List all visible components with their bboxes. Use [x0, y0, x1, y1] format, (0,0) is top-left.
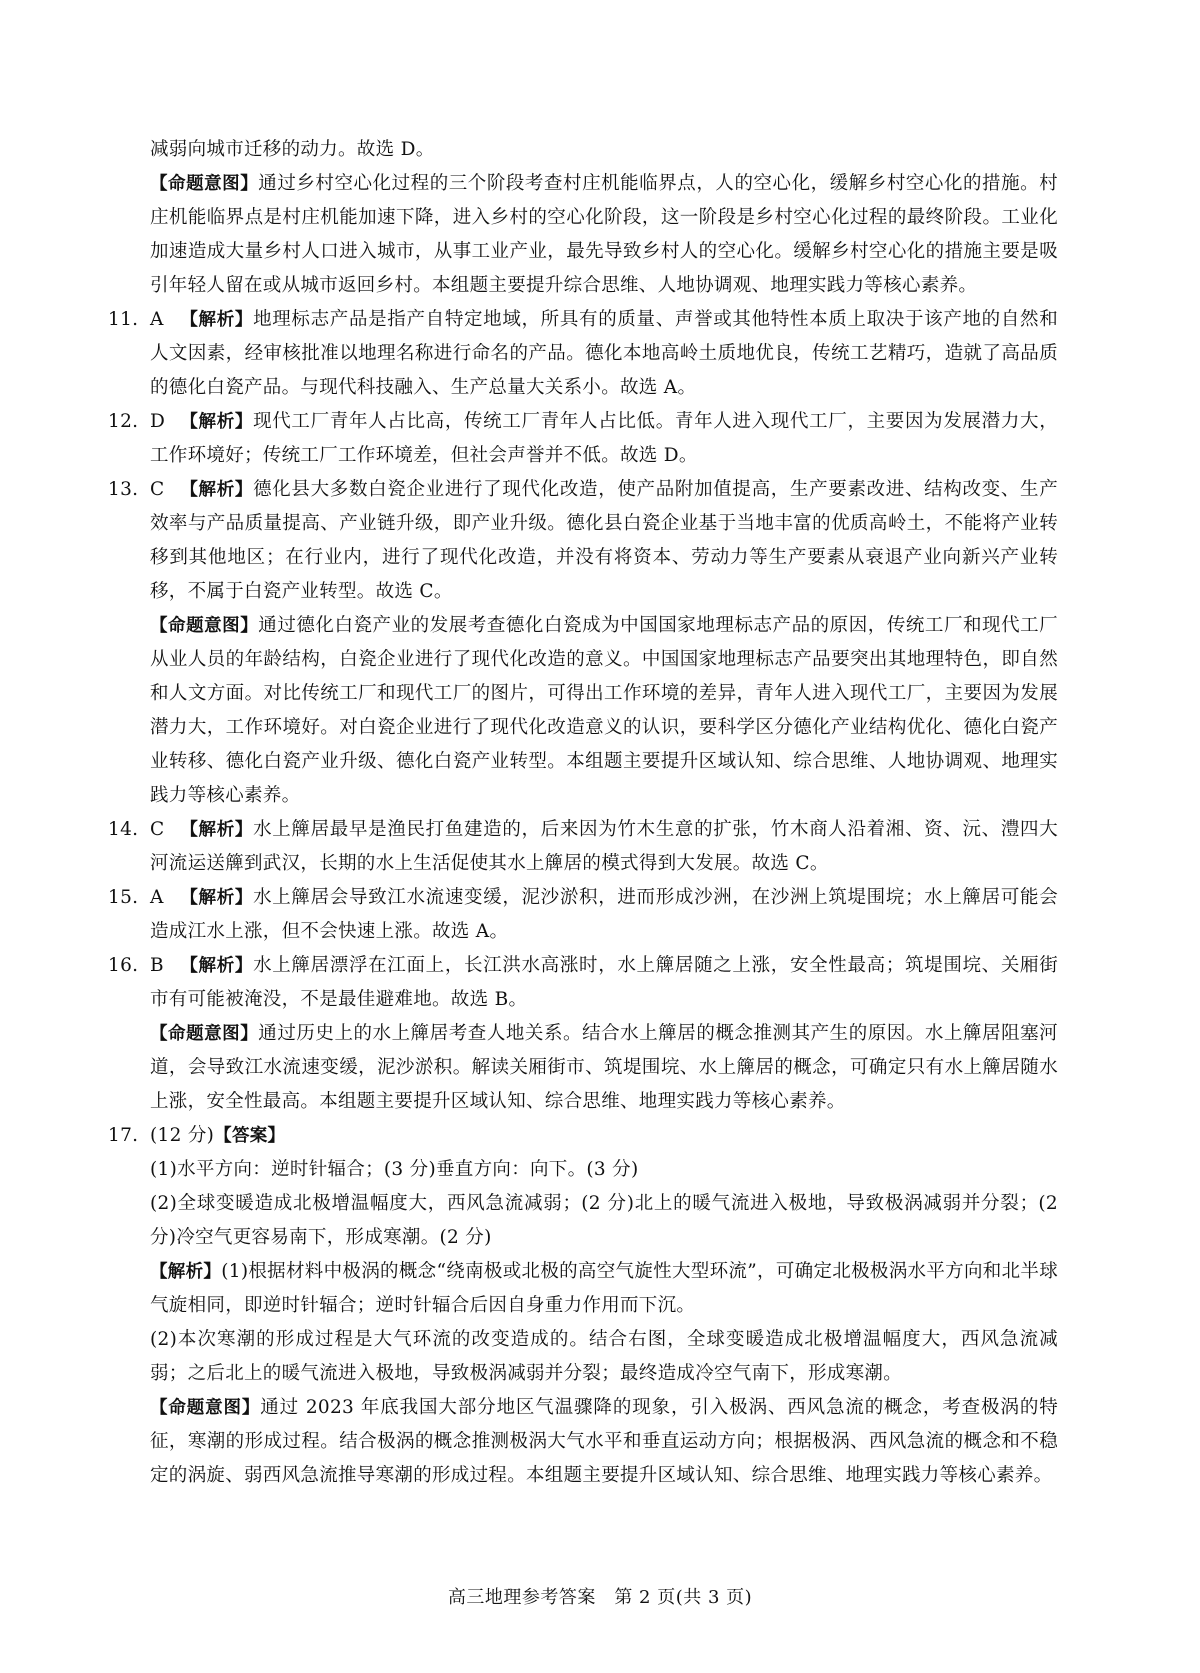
analysis-text: 水上簰居会导致江水流速变缓，泥沙淤积，进而形成沙洲，在沙洲上筑堤围垸；水上簰居可能会造成江水上涨，但不会快速上涨。故选 A。 — [150, 887, 1059, 942]
intent-paragraph-1 — [150, 167, 1058, 303]
item-answer: B — [150, 955, 164, 976]
item-number: 16. — [108, 955, 139, 976]
intent-paragraph-2 — [150, 609, 1058, 813]
item-number: 15. — [108, 887, 139, 908]
analysis-tag: 【解析】 — [180, 956, 254, 976]
item-number: 14. — [108, 819, 139, 840]
analysis-tag: 【解析】 — [150, 1262, 222, 1282]
item-answer: C — [150, 479, 165, 500]
item-number: 17. — [108, 1125, 139, 1146]
item-number: 13. — [108, 479, 139, 500]
analysis-text: 地理标志产品是指产自特定地域，所具有的质量、声誉或其他特性本质上取决于该产地的自然和人文因素，经审核批准以地理名称进行命名的产品。德化本地高岭土质地优良，传统工艺精巧，造就了高品质的德化白瓷产品。与现代科技融入、生产总量大关系小。故选 A。 — [150, 309, 1059, 398]
answer-item-13 — [108, 473, 1059, 609]
answer-item-11 — [108, 303, 1059, 405]
analysis-part-2: (2)本次寒潮的形成过程是大气环流的改变造成的。结合右图，全球变暖造成北极增温幅度大，西风急流减弱；之后北上的暖气流进入极地，导致极涡减弱并分裂；最终造成冷空气南下，形成寒潮。 — [150, 1329, 1058, 1384]
answer-item-14 — [108, 813, 1059, 881]
answer-item-12 — [108, 405, 1059, 473]
page-footer: 高三地理参考答案 第 2 页(共 3 页) — [447, 1587, 753, 1608]
item-answer: C — [150, 819, 165, 840]
intent-tag: 【命题意图】 — [150, 616, 259, 636]
analysis-text: 水上簰居漂浮在江面上，长江洪水高涨时，水上簰居随之上涨，安全性最高；筑堤围垸、关厢街市有可能被淹没，不是最佳避难地。故选 B。 — [150, 955, 1059, 1010]
answer-part-1: (1)水平方向：逆时针辐合；(3 分)垂直方向：向下。(3 分) — [150, 1159, 639, 1180]
intent-paragraph-4 — [150, 1391, 1058, 1493]
question-17-header — [108, 1119, 1058, 1153]
intent-tag: 【命题意图】 — [150, 174, 259, 194]
analysis-tag: 【解析】 — [180, 310, 254, 330]
item-number: 12. — [108, 411, 139, 432]
intent-text: 通过历史上的水上簰居考查人地关系。结合水上簰居的概念推测其产生的原因。水上簰居阻塞河道，会导致江水流速变缓，泥沙淤积。解读关厢街市、筑堤围垸、水上簰居的概念，可确定只有水上簰居随水上涨，安全性最高。本组题主要提升区域认知、综合思维、地理实践力等核心素养。 — [150, 1023, 1058, 1112]
analysis-tag: 【解析】 — [180, 888, 254, 908]
intent-tag: 【命题意图】 — [150, 1398, 261, 1418]
answer-item-16 — [108, 949, 1059, 1017]
analysis-text: 现代工厂青年人占比高，传统工厂青年人占比低。青年人进入现代工厂，主要因为发展潜力大，工作环境好；传统工厂工作环境差，但社会声誉并不低。故选 D。 — [150, 411, 1059, 466]
analysis-text: 德化县大多数白瓷企业进行了现代化改造，使产品附加值提高，生产要素改进、结构改变、生产效率与产品质量提高、产业链升级，即产业升级。德化县白瓷企业基于当地丰富的优质高岭土，不能将产业转移到其他地区；在行业内，进行了现代化改造，并没有将资本、劳动力等生产要素从衰退产业向新兴产业转移，不属于白瓷产业转型。故选 C。 — [150, 479, 1059, 602]
analysis-tag: 【解析】 — [180, 412, 254, 432]
item-answer: D — [150, 411, 166, 432]
item-number: 11. — [108, 309, 139, 330]
analysis-tag: 【解析】 — [180, 820, 254, 840]
intent-paragraph-3 — [150, 1017, 1058, 1119]
analysis-tag: 【解析】 — [180, 480, 254, 500]
analysis-part-1 — [150, 1255, 1058, 1323]
intent-text: 通过德化白瓷产业的发展考查德化白瓷成为中国国家地理标志产品的原因，传统工厂和现代工厂从业人员的年龄结构，白瓷企业进行了现代化改造的意义。中国国家地理标志产品要突出其地理特色，即自然和人文方面。对比传统工厂和现代工厂的图片，可得出工作环境的差异，青年人进入现代工厂，主要因为发展潜力大，工作环境好。对白瓷企业进行了现代化改造意义的认识，要科学区分德化产业结构优化、德化白瓷产业转移、德化白瓷产业升级、德化白瓷产业转型。本组题主要提升区域认知、综合思维、人地协调观、地理实践力等核心素养。 — [150, 615, 1058, 806]
intro-text: 减弱向城市迁移的动力。故选 D。 — [150, 139, 435, 160]
question-score: (12 分) — [150, 1125, 215, 1146]
answer-item-15 — [108, 881, 1059, 949]
intent-tag: 【命题意图】 — [150, 1024, 259, 1044]
item-answer: A — [150, 309, 164, 330]
intent-text: 通过 2023 年底我国大部分地区气温骤降的现象，引入极涡、西风急流的概念，考查极涡的特征，寒潮的形成过程。结合极涡的概念推测极涡大气水平和垂直运动方向；根据极涡、西风急流的概念和不稳定的涡旋、弱西风急流推导寒潮的形成过程。本组题主要提升区域认知、综合思维、地理实践力等核心素养。 — [150, 1397, 1058, 1486]
item-answer: A — [150, 887, 164, 908]
intent-text: 通过乡村空心化过程的三个阶段考查村庄机能临界点，人的空心化，缓解乡村空心化的措施。村庄机能临界点是村庄机能加速下降，进入乡村的空心化阶段，这一阶段是乡村空心化过程的最终阶段。工业化加速造成大量乡村人口进入城市，从事工业产业，最先导致乡村人的空心化。缓解乡村空心化的措施主要是吸引年轻人留在或从城市返回乡村。本组题主要提升综合思维、人地协调观、地理实践力等核心素养。 — [150, 173, 1058, 296]
analysis-text: 水上簰居最早是渔民打鱼建造的，后来因为竹木生意的扩张，竹木商人沿着湘、资、沅、澧四大河流运送簰到武汉，长期的水上生活促使其水上簰居的模式得到大发展。故选 C。 — [150, 819, 1059, 874]
answer-part-2: (2)全球变暖造成北极增温幅度大，西风急流减弱；(2 分)北上的暖气流进入极地，导致极涡减弱并分裂；(2 分)冷空气更容易南下，形成寒潮。(2 分) — [150, 1193, 1058, 1248]
answer-tag: 【答案】 — [214, 1126, 286, 1146]
answer-content — [108, 133, 1059, 1493]
analysis-text: (1)根据材料中极涡的概念“绕南极或北极的高空气旋性大型环流”，可确定北极极涡水平方向和北半球气旋相同，即逆时针辐合；逆时针辐合后因自身重力作用而下沉。 — [150, 1261, 1058, 1316]
